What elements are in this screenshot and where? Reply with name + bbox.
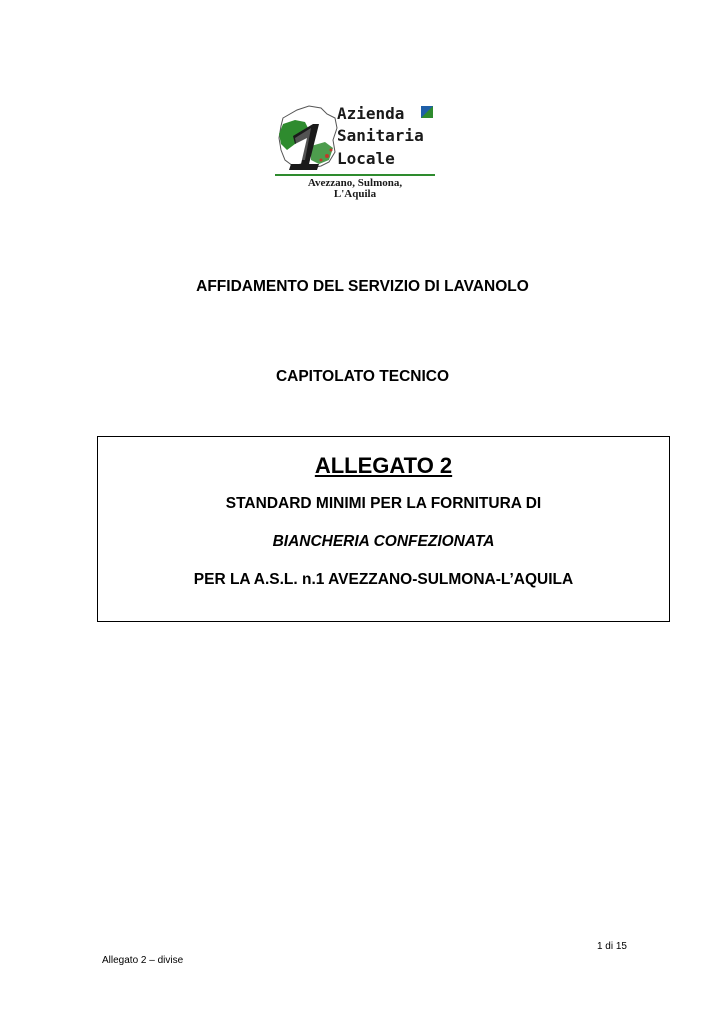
logo-text-line1: Azienda — [337, 104, 405, 123]
biancheria-line: BIANCHERIA CONFEZIONATA — [272, 533, 495, 550]
document-subtitle: CAPITOLATO TECNICO — [275, 368, 450, 385]
page-number: 1 di 15 — [596, 941, 627, 952]
logo-text-line3: Locale — [337, 149, 395, 168]
logo-text-line2: Sanitaria — [337, 126, 424, 145]
footer-label: Allegato 2 – divise — [102, 955, 184, 966]
standard-line: STANDARD MINIMI PER LA FORNITURA DI — [225, 495, 542, 512]
document-title: AFFIDAMENTO DEL SERVIZIO DI LAVANOLO — [196, 278, 529, 295]
asl-line: PER LA A.S.L. n.1 AVEZZANO-SULMONA-L’AQUILA — [193, 571, 574, 588]
logo-subtitle-line2: L'Aquila — [333, 188, 377, 200]
allegato-box — [97, 436, 670, 622]
allegato-title: ALLEGATO 2 — [314, 453, 453, 478]
logo-subtitle-line1: Avezzano, Sulmona, — [307, 177, 403, 189]
asl-logo — [275, 100, 440, 200]
